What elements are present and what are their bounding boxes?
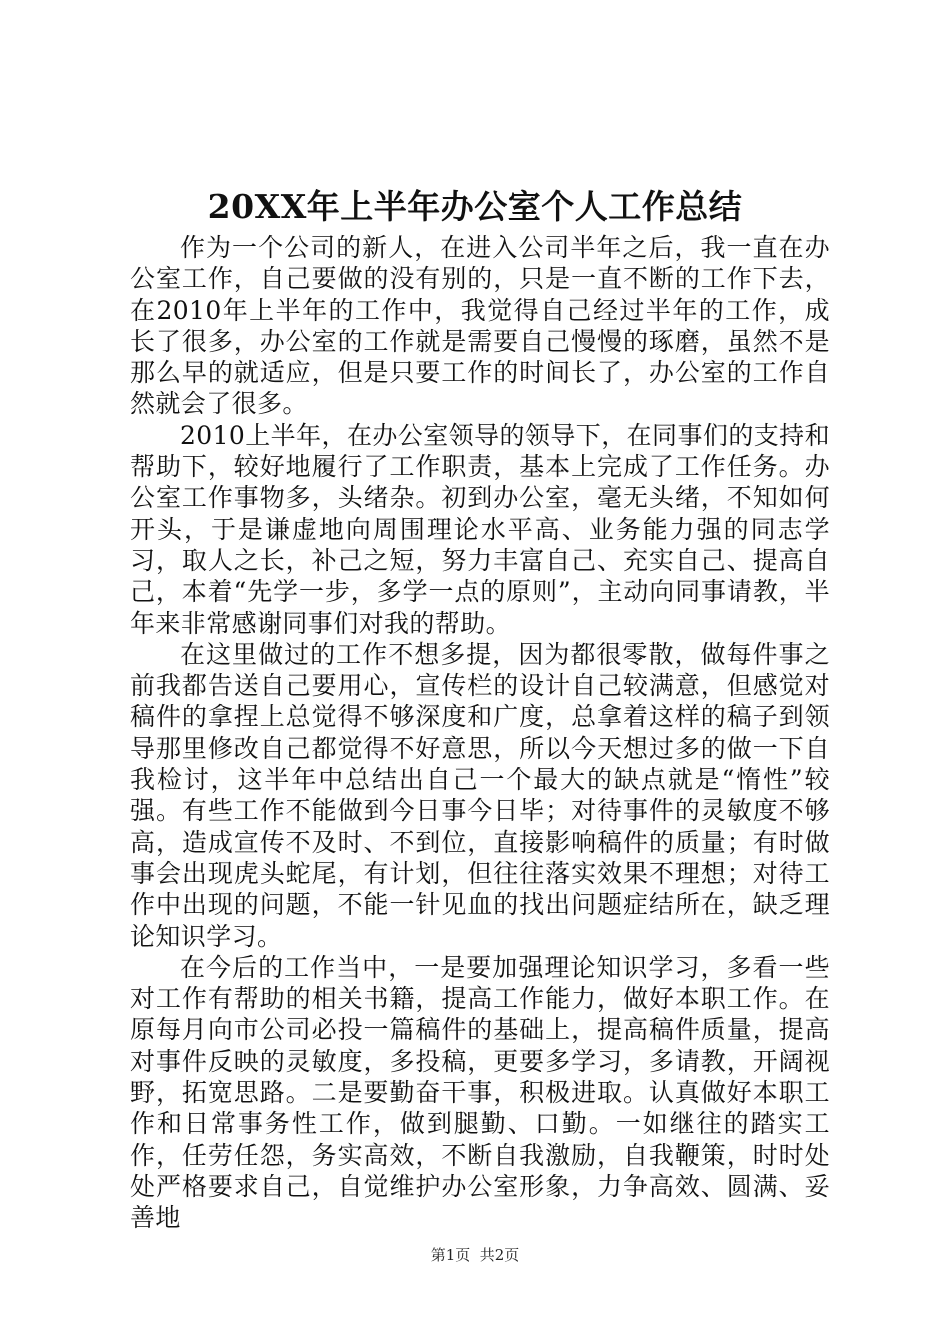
paragraph-4: 在今后的工作当中，一是要加强理论知识学习，多看一些对工作有帮助的相关书籍，提高工作能力，做好本职工作。在原每月向市公司必投一篇稿件的基础上，提高稿件质量，提高对事件反映的灵敏度，多投稿，更要多学习，多请教，开阔视野，拓宽思路。二是要勤奋干事，积极进取。认真做好本职工作和日常事务性工作，做到腿勤、口勤。一如继往的踏实工作，任劳任怨，务实高效，不断自我激励，自我鞭策，时时处处严格要求自己，自觉维护办公室形象，力争高效、圆满、妥善地: [130, 952, 830, 1233]
page-footer: [0, 1245, 950, 1265]
page-number: 第1页 共2页: [430, 1246, 520, 1264]
document-body: [130, 232, 830, 1234]
paragraph-2: 2010上半年，在办公室领导的领导下，在同事们的支持和帮助下，较好地履行了工作职责，基本上完成了工作任务。办公室工作事物多，头绪杂。初到办公室，毫无头绪，不知如何开头，于是谦虚地向周围理论水平高、业务能力强的同志学习，取人之长，补己之短，努力丰富自己、充实自己、提高自己，本着“先学一步，多学一点的原则”，主动向同事请教，半年来非常感谢同事们对我的帮助。: [130, 420, 830, 638]
document-title: 20XX年上半年办公室个人工作总结: [207, 187, 743, 226]
paragraph-1: 作为一个公司的新人，在进入公司半年之后，我一直在办公室工作，自己要做的没有别的，只是一直不断的工作下去，在2010年上半年的工作中，我觉得自己经过半年的工作，成长了很多，办公室的工作就是需要自己慢慢的琢磨，虽然不是那么早的就适应，但是只要工作的时间长了，办公室的工作自然就会了很多。: [130, 233, 830, 419]
paragraph-3: 在这里做过的工作不想多提，因为都很零散，做每件事之前我都告送自己要用心，宣传栏的设计自己较满意，但感觉对稿件的拿捏上总觉得不够深度和广度，总拿着这样的稿子到领导那里修改自己都觉得不好意思，所以今天想过多的做一下自我检讨，这半年中总结出自己一个最大的缺点就是“惰性”较强。有些工作不能做到今日事今日毕；对待事件的灵敏度不够高，造成宣传不及时、不到位，直接影响稿件的质量；有时做事会出现虎头蛇尾，有计划，但往往落实效果不理想；对待工作中出现的问题，不能一针见血的找出问题症结所在，缺乏理论知识学习。: [130, 639, 830, 951]
